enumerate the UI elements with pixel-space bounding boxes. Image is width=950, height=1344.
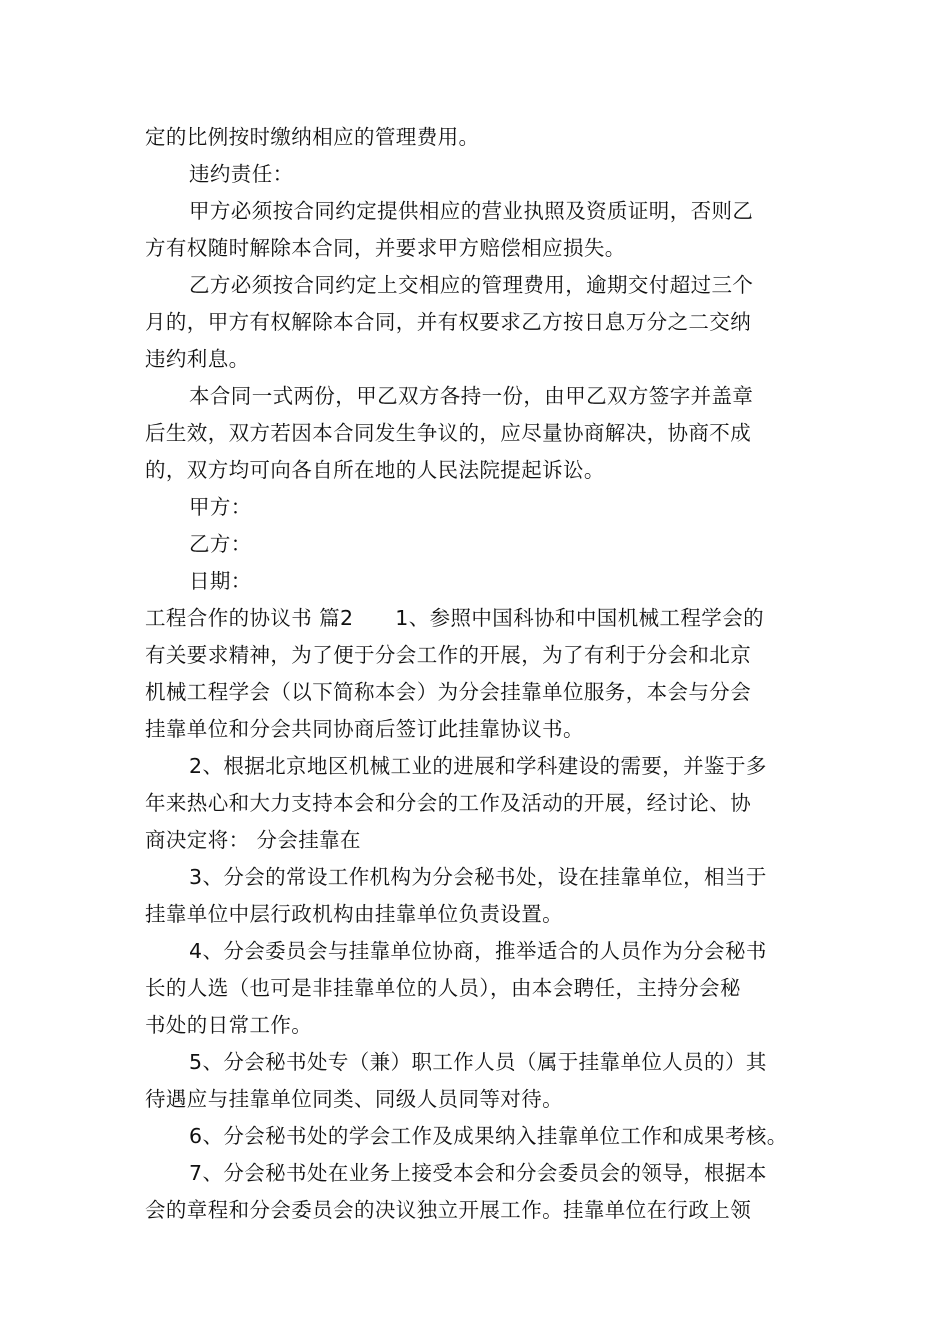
text-line: 挂靠单位中层行政机构由挂靠单位负责设置。 [145, 902, 563, 926]
text-line: 商决定将： 分会挂靠在 [145, 828, 361, 852]
signature-party-b-label: 乙方： [189, 532, 252, 556]
text-line: 的，双方均可向各自所在地的人民法院提起诉讼。 [145, 458, 605, 482]
text-line: 长的人选（也可是非挂靠单位的人员），由本会聘任，主持分会秘 [145, 976, 741, 1000]
text-line: 待遇应与挂靠单位同类、同级人员同等对待。 [145, 1087, 563, 1111]
section-heading-breach-liability: 违约责任： [189, 162, 294, 186]
article-title-line: 工程合作的协议书 篇2 1、参照中国科协和中国机械工程学会的 [145, 606, 764, 630]
text-line: 5、分会秘书处专（兼）职工作人员（属于挂靠单位人员的）其 [189, 1050, 767, 1074]
text-line: 会的章程和分会委员会的决议独立开展工作。挂靠单位在行政上领 [145, 1198, 752, 1222]
text-line: 甲方必须按合同约定提供相应的营业执照及资质证明，否则乙 [189, 199, 754, 223]
text-line: 本合同一式两份，甲乙双方各持一份，由甲乙双方签字并盖章 [189, 384, 754, 408]
text-line: 乙方必须按合同约定上交相应的管理费用，逾期交付超过三个 [189, 273, 754, 297]
text-line: 机械工程学会（以下简称本会）为分会挂靠单位服务，本会与分会 [145, 680, 752, 704]
text-line: 3、分会的常设工作机构为分会秘书处，设在挂靠单位，相当于 [189, 865, 767, 889]
text-line: 后生效，双方若因本合同发生争议的，应尽量协商解决，协商不成 [145, 421, 752, 445]
text-line: 违约利息。 [145, 347, 250, 371]
text-line: 书处的日常工作。 [145, 1013, 313, 1037]
text-line: 7、分会秘书处在业务上接受本会和分会委员会的领导，根据本 [189, 1161, 767, 1185]
text-line: 有关要求精神，为了便于分会工作的开展，为了有利于分会和北京 [145, 643, 752, 667]
text-line: 定的比例按时缴纳相应的管理费用。 [145, 125, 480, 149]
signature-date-label: 日期： [189, 569, 252, 593]
text-line: 方有权随时解除本合同，并要求甲方赔偿相应损失。 [145, 236, 626, 260]
text-line: 6、分会秘书处的学会工作及成果纳入挂靠单位工作和成果考核。 [189, 1124, 788, 1148]
text-line: 4、分会委员会与挂靠单位协商，推举适合的人员作为分会秘书 [189, 939, 767, 963]
text-line: 年来热心和大力支持本会和分会的工作及活动的开展，经讨论、协 [145, 791, 752, 815]
text-line: 月的，甲方有权解除本合同，并有权要求乙方按日息万分之二交纳 [145, 310, 752, 334]
text-line: 2、根据北京地区机械工业的进展和学科建设的需要，并鉴于多 [189, 754, 767, 778]
signature-party-a-label: 甲方： [189, 495, 252, 519]
text-line: 挂靠单位和分会共同协商后签订此挂靠协议书。 [145, 717, 584, 741]
